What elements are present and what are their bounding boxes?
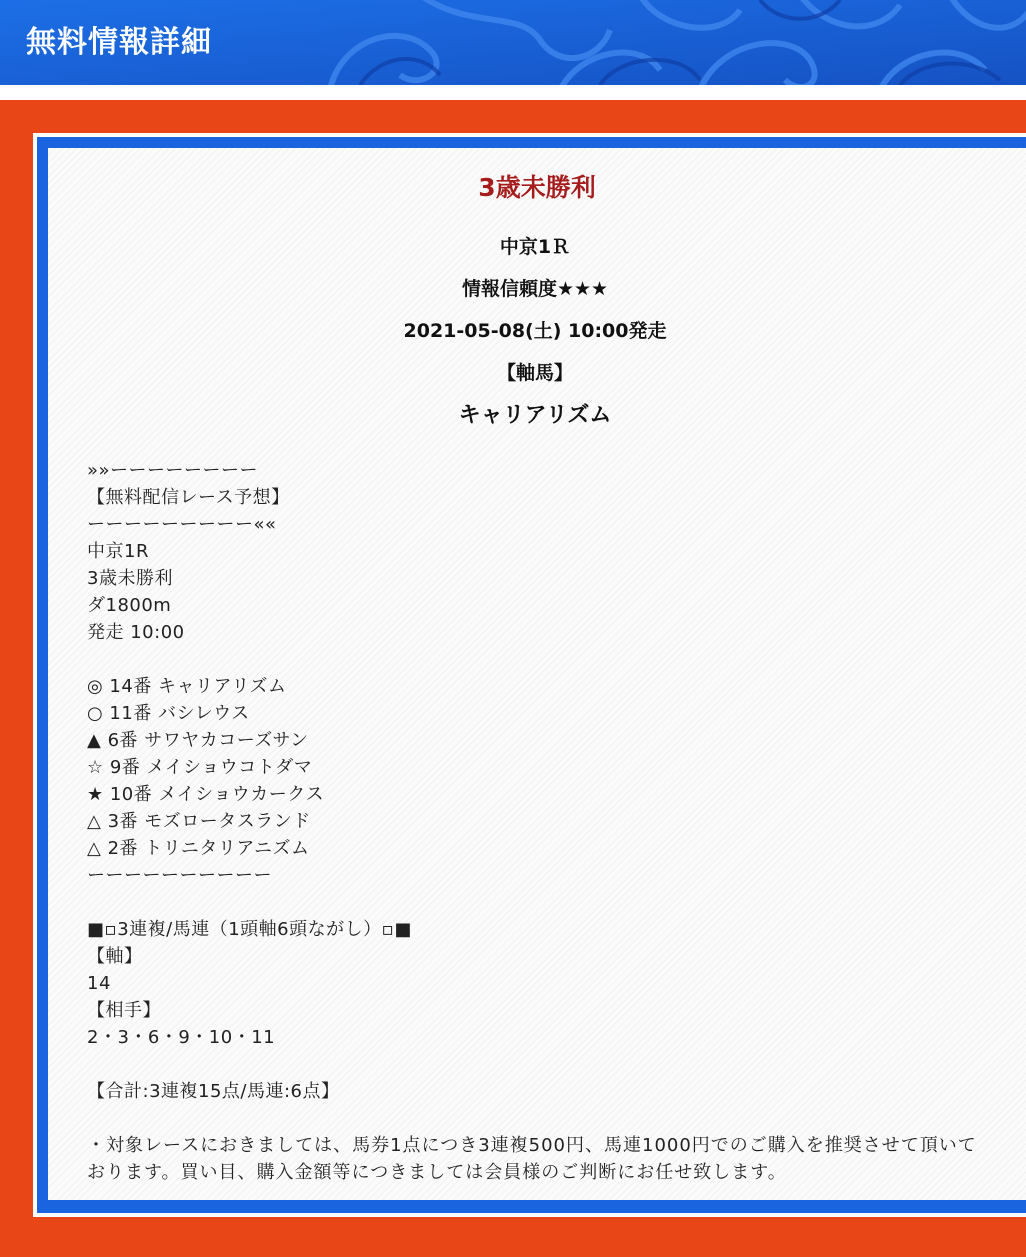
body-line: 【軸】 <box>87 946 143 967</box>
body-line: ーーーーーーーーー«« <box>87 514 277 535</box>
pick-line: △ 3番 モズロータスランド <box>87 811 311 832</box>
header-divider <box>0 85 1026 100</box>
detail-card <box>48 148 1026 1200</box>
body-line: ダ1800m <box>87 595 172 616</box>
body-line <box>87 889 987 916</box>
pick-line: ◎ 14番 キャリアリズム <box>87 676 287 697</box>
body-line: 2・3・6・9・10・11 <box>87 1027 276 1048</box>
race-number: 中京1Ｒ <box>499 236 571 258</box>
start-datetime: 2021-05-08(土) 10:00発走 <box>403 320 667 342</box>
body-line <box>87 1051 987 1078</box>
pick-line: ○ 11番 バシレウス <box>87 703 250 724</box>
pick-line: ☆ 9番 メイショウコトダマ <box>87 757 313 778</box>
body-line: 中京1R <box>87 541 149 562</box>
page-header <box>0 0 1026 85</box>
bet-type-line: ■▫3連複/馬連（1頭軸6頭ながし）▫■ <box>87 919 412 940</box>
prediction-body <box>87 457 987 1186</box>
pick-line: ★ 10番 メイショウカークス <box>87 784 325 805</box>
body-line: 3歳未勝利 <box>87 568 173 589</box>
axis-horse-name: キャリアリズム <box>458 403 612 428</box>
body-line <box>87 646 987 673</box>
page-title: 無料情報詳細 <box>26 25 212 60</box>
body-line: 14 <box>87 973 111 994</box>
body-line: 発走 10:00 <box>87 622 185 643</box>
pick-line: △ 2番 トリニタリアニズム <box>87 838 310 859</box>
recommendation-note: ・対象レースにおきましては、馬券1点につき3連複500円、馬連1000円でのご購入を推奨させて頂いております。買い目、購入金額等につきましては会員様のご判断にお任せ致します。 <box>87 1135 977 1183</box>
reliability-rating: 情報信頼度★★★ <box>461 278 609 300</box>
body-line: 【相手】 <box>87 1000 161 1021</box>
body-line: 【無料配信レース予想】 <box>87 487 290 508</box>
axis-horse-label: 【軸馬】 <box>496 362 573 384</box>
body-line: »»ーーーーーーーー <box>87 460 259 481</box>
body-line <box>87 1105 987 1132</box>
total-line: 【合計:3連複15点/馬連:6点】 <box>87 1081 340 1102</box>
race-title: 3歳未勝利 <box>478 173 596 202</box>
pick-line: ▲ 6番 サワヤカコーズサン <box>87 730 309 751</box>
body-line: ーーーーーーーーーー <box>87 865 272 886</box>
